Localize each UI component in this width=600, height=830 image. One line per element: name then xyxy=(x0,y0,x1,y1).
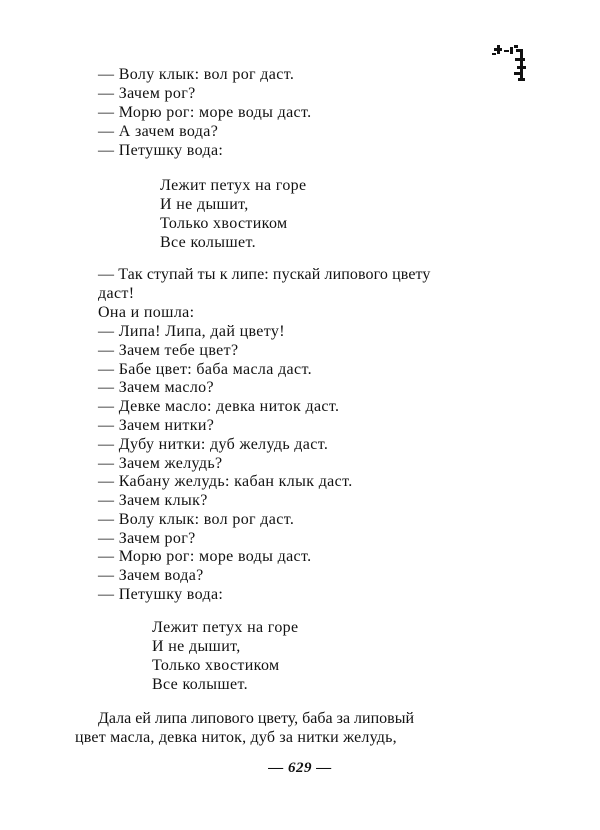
verse-line: Все колышет. xyxy=(160,234,256,251)
text-line: — Зачем тебе цвет? xyxy=(98,342,239,359)
page-number: — 629 — xyxy=(268,760,332,776)
text-line: — Зачем клык? xyxy=(98,492,208,509)
text-line: даст! xyxy=(98,285,135,302)
text-line: — Зачем рог? xyxy=(98,85,196,102)
text-line: Дала ей липа липового цвету, баба за липовый xyxy=(98,710,415,727)
text-line: — Липа! Липа, дай цвету! xyxy=(98,323,285,340)
verse-line: Все колышет. xyxy=(152,676,248,693)
text-line: — Зачем желудь? xyxy=(98,455,223,472)
text-line: — Волу клык: вол рог даст. xyxy=(98,66,295,83)
text-line: Она и пошла: xyxy=(98,304,195,321)
ornament-icon xyxy=(490,42,528,84)
verse-line: Только хвостиком xyxy=(152,657,280,674)
text-line: — Зачем вода? xyxy=(98,567,204,584)
text-line: — Зачем рог? xyxy=(98,530,196,547)
text-line: — Зачем масло? xyxy=(98,379,214,396)
verse-line: Только хвостиком xyxy=(160,215,288,232)
verse-line: Лежит петух на горе xyxy=(152,619,299,636)
text-line: — Петушку вода: xyxy=(98,586,224,603)
text-line: — Так ступай ты к липе: пускай липового цвету xyxy=(98,266,431,283)
text-line: — Девке масло: девка ниток даст. xyxy=(98,398,340,415)
text-line: — Петушку вода: xyxy=(98,142,224,159)
text-line: — Морю рог: море воды даст. xyxy=(98,548,312,565)
text-line: — Бабе цвет: баба масла даст. xyxy=(98,361,312,378)
text-line: — Волу клык: вол рог даст. xyxy=(98,511,295,528)
verse-line: Лежит петух на горе xyxy=(160,177,307,194)
text-line: — А зачем вода? xyxy=(98,123,219,140)
verse-line: И не дышит, xyxy=(152,638,241,655)
text-line: — Морю рог: море воды даст. xyxy=(98,104,312,121)
text-line: цвет масла, девка ниток, дуб за нитки желудь, xyxy=(75,729,397,746)
text-line: — Дубу нитки: дуб желудь даст. xyxy=(98,436,329,453)
text-line: — Зачем нитки? xyxy=(98,417,215,434)
text-line: — Кабану желудь: кабан клык даст. xyxy=(98,473,353,490)
verse-line: И не дышит, xyxy=(160,196,249,213)
